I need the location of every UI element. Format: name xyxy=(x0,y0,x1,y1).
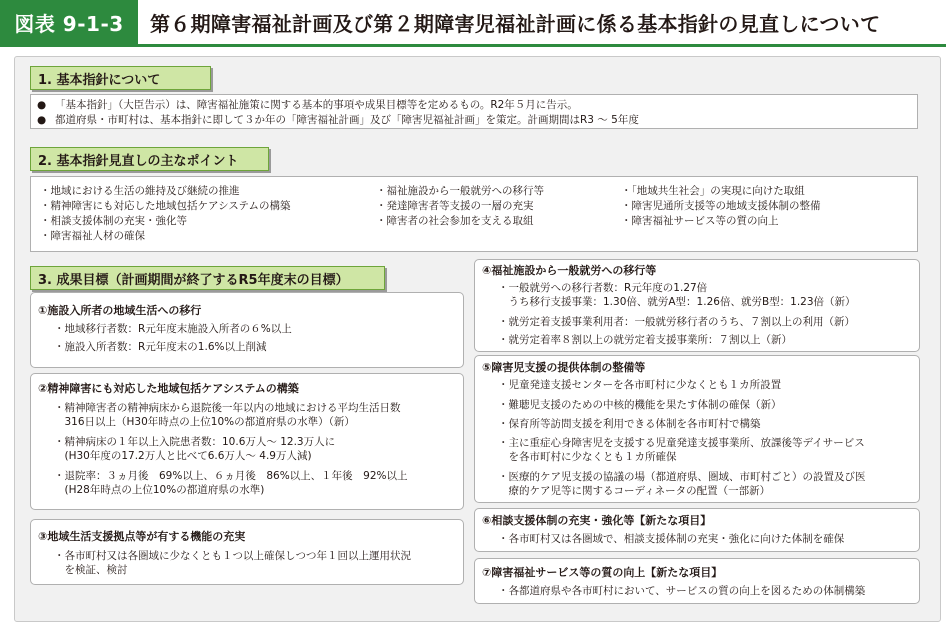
goal-item: ・保育所等訪問支援を利用できる体制を各市町村で構築 xyxy=(498,418,761,430)
goal-title: ①施設入所者の地域生活への移行 xyxy=(38,304,202,317)
section1-box xyxy=(30,94,918,129)
goal-title: ⑦障害福祉サービス等の質の向上【新たな項目】 xyxy=(482,566,723,579)
page-title: 第６期障害福祉計画及び第２期障害児福祉計画に係る基本指針の見直しについて xyxy=(150,11,881,36)
goal-box-1 xyxy=(30,292,464,368)
goal-title: ⑥相談支援体制の充実・強化等【新たな項目】 xyxy=(482,514,712,527)
goal-item: ・就労定着支援事業利用者：一般就労移行者のうち、７割以上の利用（新） xyxy=(498,316,855,328)
point-item: ・地域における生活の維持及び継続の推進 xyxy=(40,185,240,197)
point-item: ・精神障害にも対応した地域包括ケアシステムの構築 xyxy=(40,200,291,212)
goal-item: ・地域移行者数：R元年度末施設入所者の６%以上 xyxy=(54,323,292,335)
goal-item: ・難聴児支援のための中核的機能を果たす体制の確保（新） xyxy=(498,399,782,411)
section1-heading: 1. 基本指針について xyxy=(30,66,211,90)
header-divider xyxy=(0,44,946,47)
goal-item: ・児童発達支援センターを各市町村に少なくとも１カ所設置 xyxy=(498,379,782,391)
goal-box-7 xyxy=(474,558,920,604)
goal-title: ②精神障害にも対応した地域包括ケアシステムの構築 xyxy=(38,382,299,395)
figure-label: 図表 9-1-3 xyxy=(0,0,138,44)
goal-item: ・施設入所者数：R元年度末の1.6%以上削減 xyxy=(54,341,267,353)
goal-item-cont: うち移行支援事業：1.30倍、就労A型：1.26倍、就労B型：1.23倍（新） xyxy=(498,296,856,308)
point-item: ・発達障害者等支援の一層の充実 xyxy=(376,200,534,212)
goal-item-cont: を各市町村に少なくとも１カ所確保 xyxy=(498,451,677,463)
goal-item: ・各市町村又は各圏域に少なくとも１つ以上確保しつつ年１回以上運用状況 xyxy=(54,550,411,562)
goal-item-cont: (H30年度の17.2万人と比べて6.6万人～ 4.9万人減) xyxy=(54,450,312,462)
goal-title: ⑤障害児支援の提供体制の整備等 xyxy=(482,361,646,374)
point-item: ・福祉施設から一般就労への移行等 xyxy=(376,185,544,197)
point-item: ・障害福祉サービス等の質の向上 xyxy=(621,215,779,227)
section1-bullet: ● 都道府県・市町村は、基本指針に即して３か年の「障害福祉計画」及び「障害児福祉計画」を策定。計画期間はR3 ～ 5年度 xyxy=(37,114,639,126)
point-item: ・相談支援体制の充実・強化等 xyxy=(40,215,187,227)
goal-box-5 xyxy=(474,355,920,503)
point-item: ・障害福祉人材の確保 xyxy=(40,230,145,242)
point-item: ・障害児通所支援等の地域支援体制の整備 xyxy=(621,200,821,212)
goal-item-cont: (H28年時点の上位10%の都道府県の水準) xyxy=(54,484,265,496)
goal-item: ・精神病床の１年以上入院患者数：10.6万人～ 12.3万人に xyxy=(54,436,336,448)
bullet-dot-icon: ● xyxy=(37,99,47,111)
goal-item: ・一般就労への移行者数：R元年度の1.27倍 xyxy=(498,282,708,294)
section3-heading: 3. 成果目標（計画期間が終了するR5年度末の目標） xyxy=(30,266,385,290)
goal-item: ・各都道府県や各市町村において、サービスの質の向上を図るための体制構築 xyxy=(498,585,866,597)
goal-box-2 xyxy=(30,373,464,510)
goal-title: ④福祉施設から一般就労への移行等 xyxy=(482,264,657,277)
goal-item: ・主に重症心身障害児を支援する児童発達支援事業所、放課後等デイサービス xyxy=(498,437,865,449)
goal-title: ③地域生活支援拠点等が有する機能の充実 xyxy=(38,530,246,543)
bullet-dot-icon: ● xyxy=(37,114,47,126)
goal-box-6 xyxy=(474,508,920,552)
goal-item-cont: 療的ケア児等に関するコーディネータの配置（一部新） xyxy=(498,485,771,497)
section1-bullet: ● 「基本指針」（大臣告示）は、障害福祉施策に関する基本的事項や成果目標等を定めるもの。R2年５月に告示。 xyxy=(37,99,578,111)
section2-box xyxy=(30,176,918,252)
point-item: ・障害者の社会参加を支える取組 xyxy=(376,215,534,227)
goal-box-4 xyxy=(474,259,920,352)
section2-heading: 2. 基本指針見直しの主なポイント xyxy=(30,147,269,171)
goal-box-3 xyxy=(30,519,464,585)
goal-item: ・医療的ケア児支援の協議の場（都道府県、圏域、市町村ごと）の設置及び医 xyxy=(498,471,866,483)
goal-item: ・各市町村又は各圏域で、相談支援体制の充実・強化に向けた体制を確保 xyxy=(498,533,845,545)
goal-item: ・精神障害者の精神病床から退院後一年以内の地域における平均生活日数 xyxy=(54,402,401,414)
goal-item-cont: 316日以上（H30年時点の上位10%の都道府県の水準）（新） xyxy=(54,416,355,428)
goal-item-cont: を検証、検討 xyxy=(54,564,128,576)
goal-item: ・退院率：３ヵ月後 69%以上、６ヵ月後 86%以上、１年後 92%以上 xyxy=(54,470,408,482)
point-item: ・「地域共生社会」の実現に向けた取組 xyxy=(621,185,805,197)
goal-item: ・就労定着率８割以上の就労定着支援事業所：７割以上（新） xyxy=(498,334,792,346)
